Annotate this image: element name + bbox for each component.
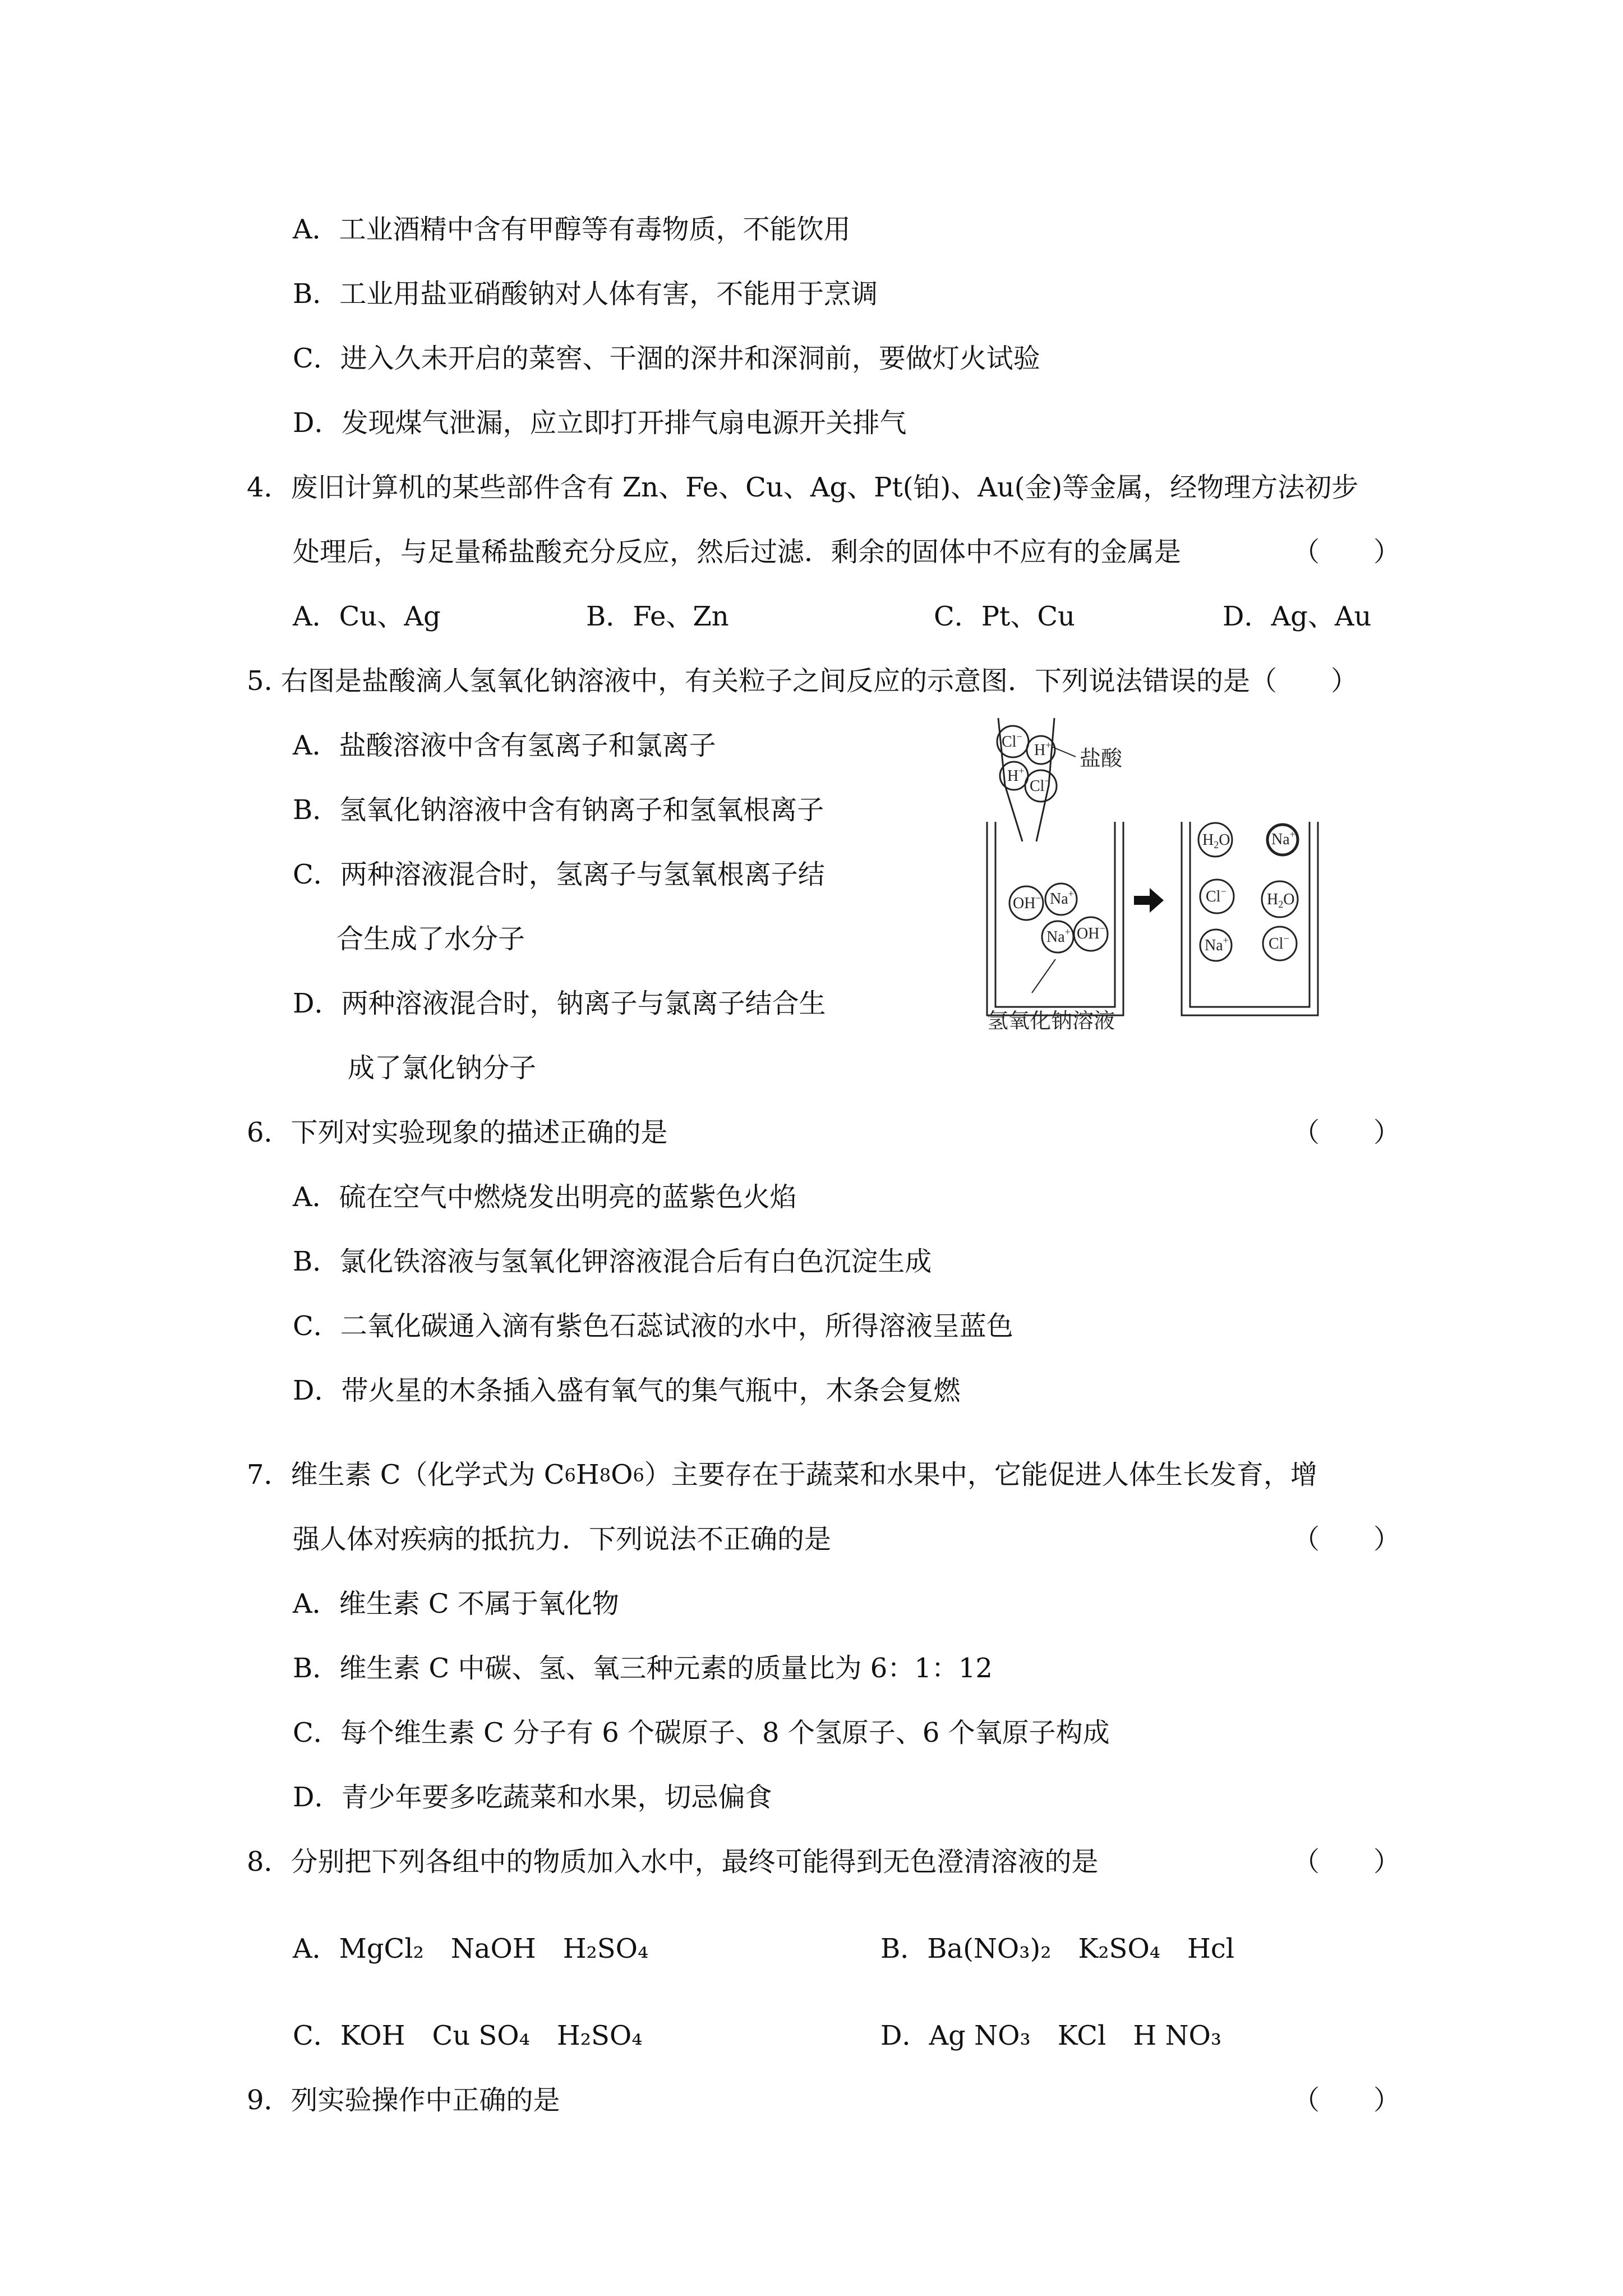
q3-option-d: D．发现煤气泄漏，应立即打开排气扇电源开关排气 (293, 407, 907, 439)
q7-option-a: A．维生素 C 不属于氧化物 (293, 1588, 619, 1619)
q8-option-d: D．Ag NO₃ KCl H NO₃ (880, 2020, 1222, 2051)
q6-option-a: A．硫在空气中燃烧发出明亮的蓝紫色火焰 (293, 1181, 797, 1213)
q5-option-b: B．氢氧化钠溶液中含有钠离子和氢氧根离子 (293, 794, 824, 826)
svg-text:Na+: Na+ (1046, 926, 1071, 946)
q5-option-d-line2: 成了氯化钠分子 (348, 1052, 537, 1084)
svg-text:Na+: Na+ (1050, 888, 1074, 908)
q7-answer-paren: （ ） (1293, 1524, 1401, 1555)
svg-text:OH−: OH− (1077, 923, 1105, 942)
hcl-label: 盐酸 (1080, 747, 1123, 771)
svg-text:OH−: OH− (1013, 892, 1041, 912)
naoh-solution-label: 氢氧化钠溶液 (987, 1010, 1115, 1029)
q4-stem-line1: 4．废旧计算机的某些部件含有 Zn、Fe、Cu、Ag、Pt(铂)、Au(金)等金属，经物理方法初步 (247, 472, 1359, 503)
q7-option-b: B．维生素 C 中碳、氢、氧三种元素的质量比为 6：1：12 (293, 1653, 993, 1684)
q6-option-b: B．氯化铁溶液与氢氧化钾溶液混合后有白色沉淀生成 (293, 1246, 932, 1277)
q6-option-d: D．带火星的木条插入盛有氧气的集气瓶中，木条会复燃 (293, 1375, 961, 1406)
q3-option-b: B．工业用盐亚硝酸钠对人体有害，不能用于烹调 (293, 278, 878, 310)
svg-text:Cl−: Cl− (1206, 886, 1227, 905)
q9-answer-paren: （ ） (1293, 2085, 1401, 2116)
svg-text:H2O: $H_2O$ (1267, 891, 1295, 910)
q7-option-c: C．每个维生素 C 分子有 6 个碳原子、8 个氢原子、6 个氧原子构成 (293, 1717, 1110, 1749)
q9-stem: 9．列实验操作中正确的是 (247, 2085, 560, 2116)
svg-text:H+: H+ (1007, 765, 1025, 785)
svg-text:H2O: $H_2O$ (1202, 831, 1230, 850)
q8-stem: 8．分别把下列各组中的物质加入水中，最终可能得到无色澄清溶液的是 (247, 1846, 1099, 1878)
q5-reaction-diagram (965, 710, 1346, 1029)
cl-ion-label: Cl− (1002, 731, 1022, 751)
q7-stem-line2: 强人体对疾病的抵抗力．下列说法不正确的是 (293, 1524, 832, 1555)
q4-answer-paren: （ ） (1293, 536, 1401, 568)
q8-answer-paren: （ ） (1293, 1846, 1401, 1878)
svg-text:Na+: Na+ (1271, 829, 1295, 848)
q6-option-c: C．二氧化碳通入滴有紫色石蕊试液的水中，所得溶液呈蓝色 (293, 1310, 1013, 1342)
q5-option-c-line1: C．两种溶液混合时，氢离子与氢氧根离子结 (293, 859, 825, 890)
svg-text:Na+: Na+ (1205, 935, 1229, 954)
q3-option-a: A．工业酒精中含有甲醇等有毒物质，不能饮用 (293, 214, 851, 245)
reaction-arrow-icon (1134, 888, 1164, 913)
q5-option-c-line2: 合生成了水分子 (336, 923, 525, 955)
q8-option-b: B．Ba(NO₃)₂ K₂SO₄ Hcl (880, 1933, 1235, 1964)
svg-text:Cl−: Cl− (1030, 775, 1050, 795)
q4-option-a: A．Cu、Ag (293, 601, 441, 632)
q4-option-b: B．Fe、Zn (586, 601, 729, 632)
q5-stem: 5. 右图是盐酸滴人氢氧化钠溶液中，有关粒子之间反应的示意图．下列说法错误的是（ ） (247, 665, 1358, 697)
q5-option-a: A．盐酸溶液中含有氢离子和氯离子 (293, 730, 716, 761)
q5-option-d-line1: D．两种溶液混合时，钠离子与氯离子结合生 (293, 988, 826, 1019)
q7-stem-line1: 7．维生素 C（化学式为 C6H8O6）主要存在于蔬菜和水果中，它能促进人体生长发育，增 (247, 1459, 1317, 1490)
q6-stem: 6．下列对实验现象的描述正确的是 (247, 1117, 668, 1148)
q6-answer-paren: （ ） (1293, 1117, 1401, 1148)
q8-option-c: C．KOH Cu SO₄ H₂SO₄ (293, 2020, 643, 2051)
svg-text:H+: H+ (1034, 739, 1052, 759)
q4-option-c: C．Pt、Cu (934, 601, 1075, 632)
q3-option-c: C．进入久未开启的菜窖、干涸的深井和深洞前，要做灯火试验 (293, 343, 1040, 374)
q4-option-d: D．Ag、Au (1223, 601, 1372, 632)
q7-option-d: D．青少年要多吃蔬菜和水果，切忌偏食 (293, 1782, 772, 1813)
q8-option-a: A．MgCl₂ NaOH H₂SO₄ (293, 1933, 649, 1964)
svg-text:Cl−: Cl− (1269, 933, 1289, 953)
q4-stem-line2: 处理后，与足量稀盐酸充分反应，然后过滤．剩余的固体中不应有的金属是 (293, 536, 1182, 568)
